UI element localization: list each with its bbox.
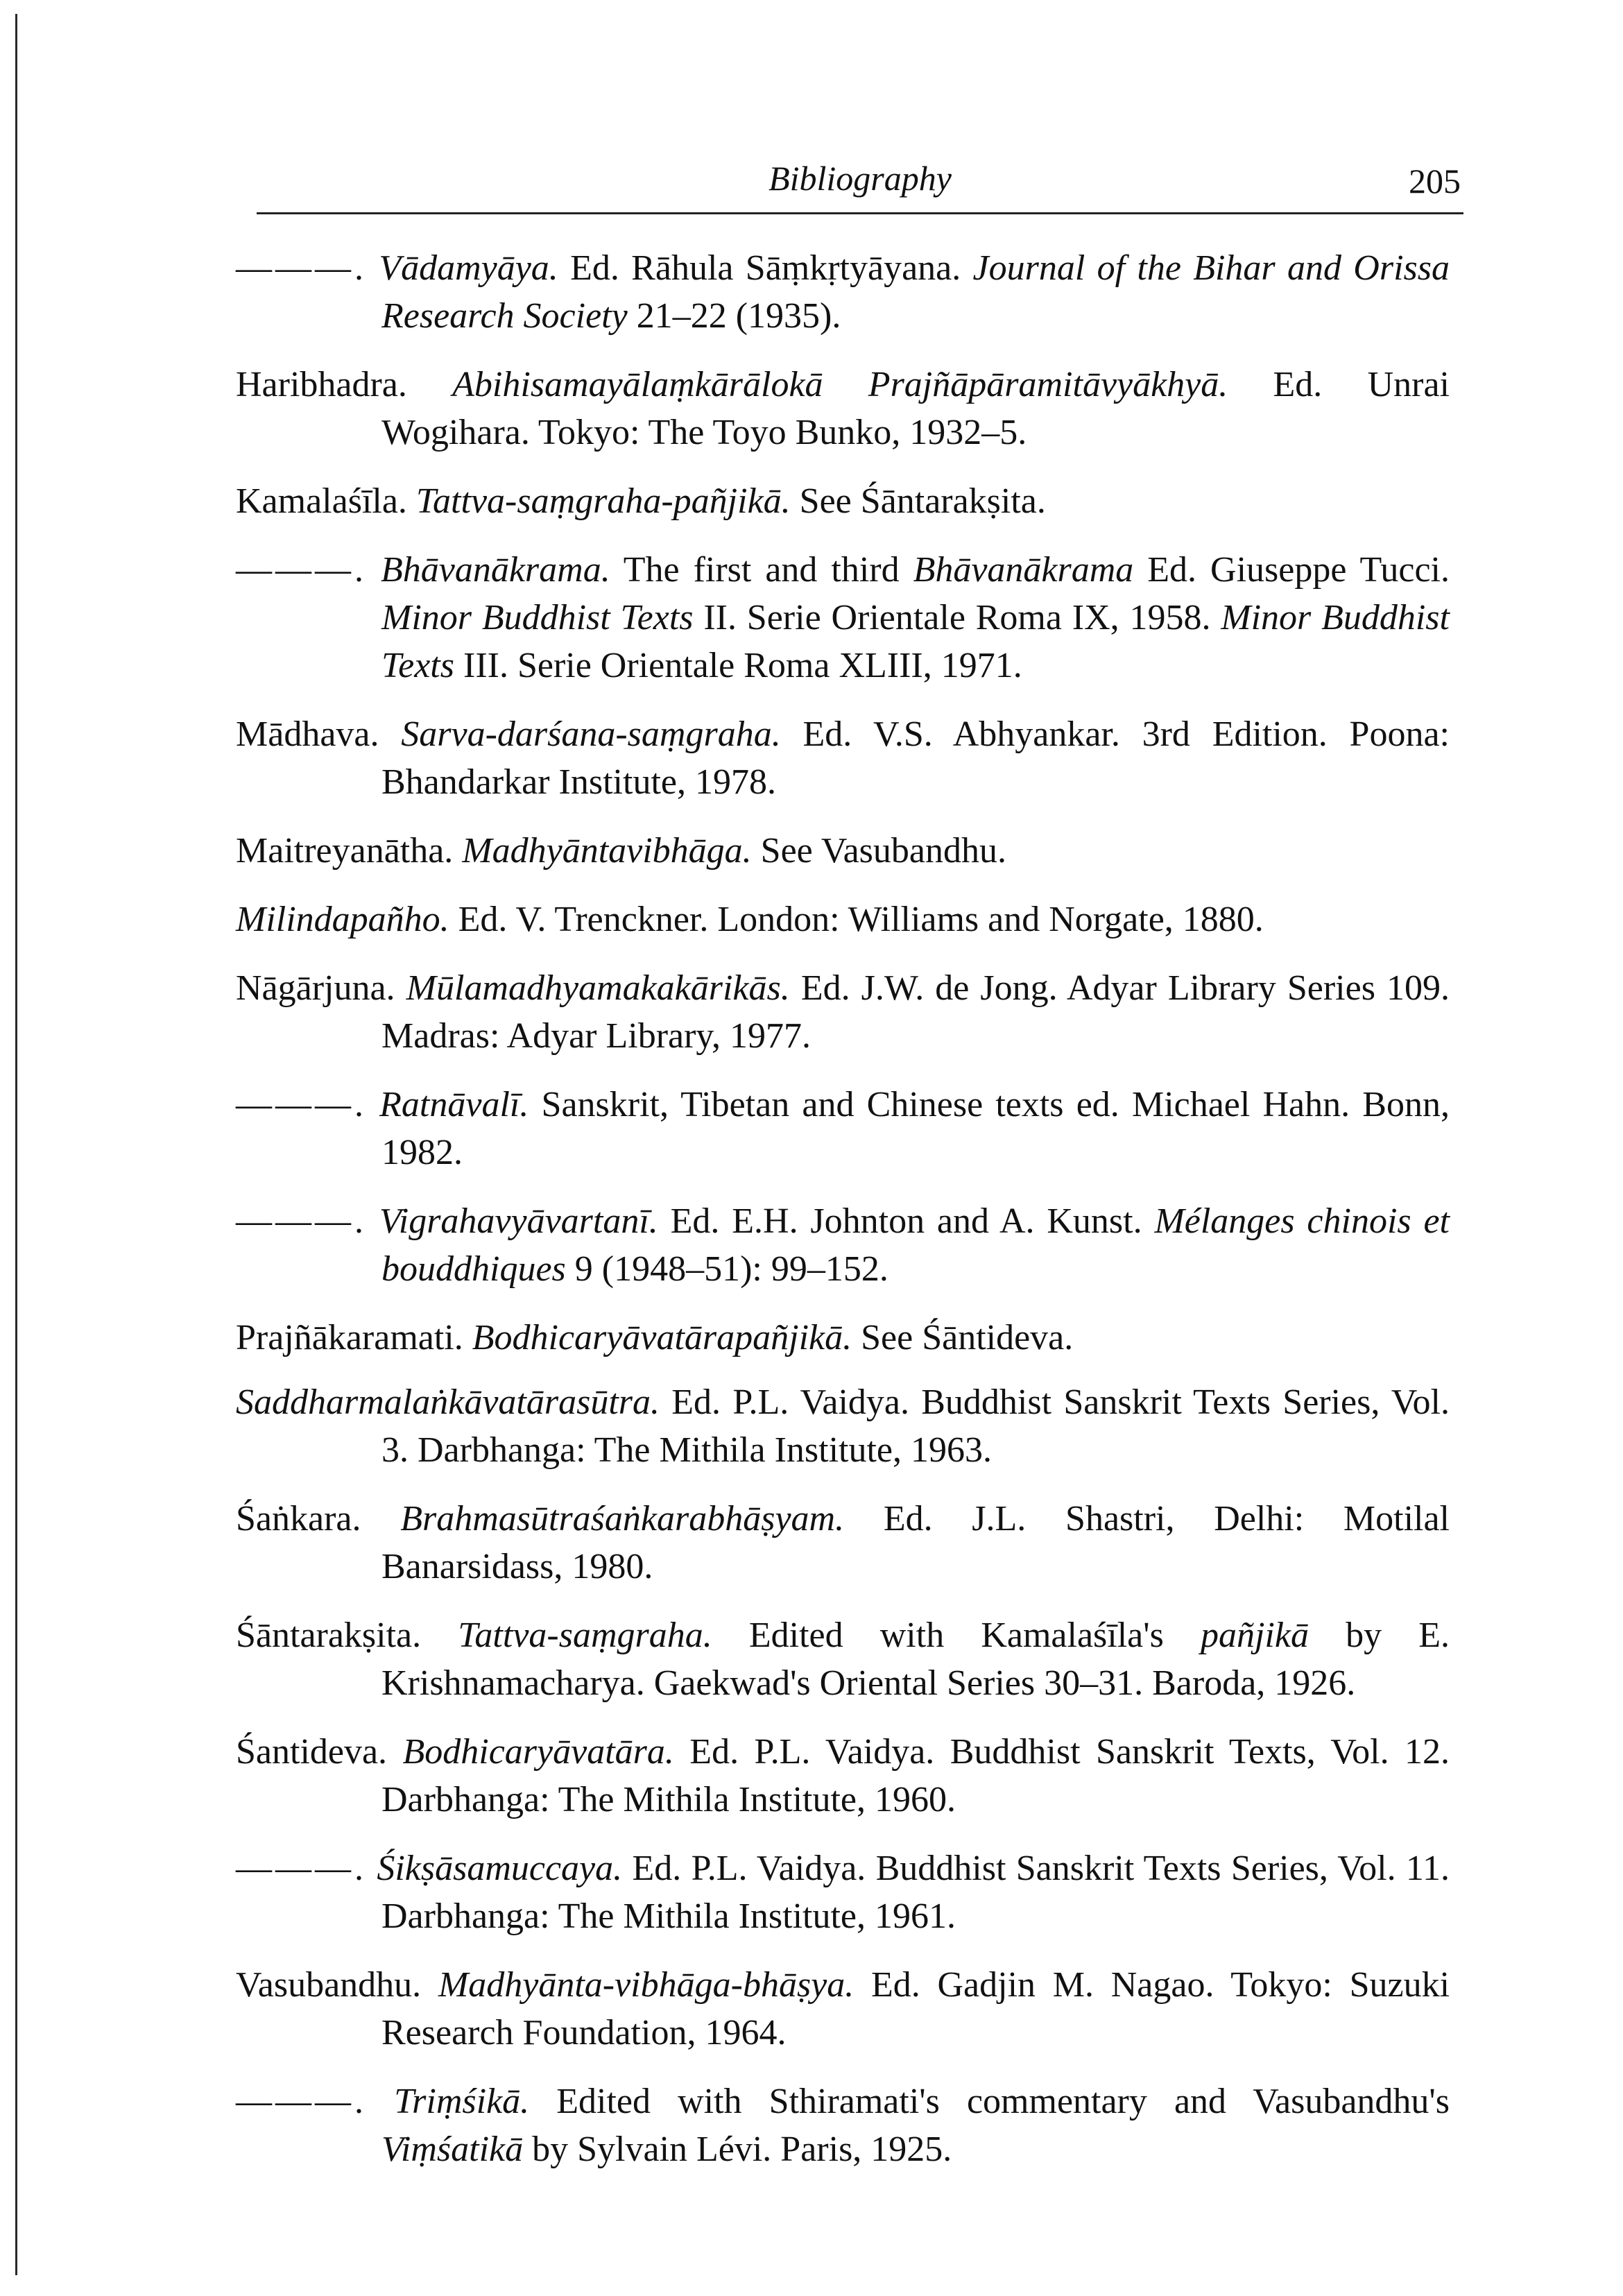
entry-title: Tattva-saṃgraha-pañjikā. — [415, 481, 791, 521]
entry-author: Vasubandhu. — [236, 1965, 422, 2005]
entry-details: Ed. V.S. Abhyankar. 3rd Edition. Poona: Bhandarkar Institute, 1978. — [381, 714, 1450, 802]
entry-details: Ed. J.W. de Jong. Adyar Library Series 109. Madras: Adyar Library, 1977. — [381, 968, 1450, 1056]
bibliography-entry — [236, 1378, 1450, 1474]
entry-author: Mādhava. — [236, 714, 379, 754]
entry-author: ———. — [236, 550, 367, 590]
entry-journal-title: Journal of the Bihar and Orissa Research Society — [381, 248, 1450, 336]
entry-details: Ed. P.L. Vaidya. Buddhist Sanskrit Texts, Vol. 12. Darbhanga: The Mithila Institute, 1960. — [381, 1732, 1450, 1819]
entry-series-title: Minor Buddhist Texts — [381, 598, 694, 637]
entry-details: Ed. P.L. Vaidya. Buddhist Sanskrit Texts Series, Vol. 3. Darbhanga: The Mithila Institute, 1963. — [381, 1382, 1450, 1470]
entry-title: Abihisamayālaṃkārālokā Prajñāpāramitāvyākhyā. — [452, 365, 1228, 404]
entry-details: See Śāntideva. — [852, 1318, 1074, 1357]
bibliography-entry — [236, 827, 1450, 875]
entry-details: Ed. E.H. Johnton and A. Kunst. — [658, 1201, 1155, 1241]
entry-author: Śantideva. — [236, 1732, 388, 1772]
entry-title: Madhyānta-vibhāga-bhāṣya. — [438, 1965, 855, 2005]
entry-details: Sanskrit, Tibetan and Chinese texts ed. Michael Hahn. Bonn, 1982. — [381, 1085, 1450, 1172]
entry-title: Vigrahavyāvartanī. — [379, 1201, 658, 1241]
bibliography-entry — [236, 964, 1450, 1060]
entry-author: ———. — [236, 1085, 367, 1124]
bibliography-entry — [236, 1611, 1450, 1707]
entry-details: See Vasubandhu. — [751, 831, 1006, 871]
bibliography-list — [236, 244, 1450, 2194]
entry-details: Edited with Sthiramati's commentary and Vasubandhu's — [529, 2082, 1450, 2121]
bibliography-entry — [236, 1197, 1450, 1293]
entry-details: Ed. J.L. Shastri, Delhi: Motilal Banarsidass, 1980. — [381, 1499, 1450, 1586]
entry-title: Brahmasūtraśaṅkarabhāṣyam. — [400, 1499, 845, 1539]
entry-title: Bhāvanākrama. — [380, 550, 610, 590]
entry-details: Ed. Gadjin M. Nagao. Tokyo: Suzuki Research Foundation, 1964. — [381, 1965, 1450, 2053]
bibliography-entry — [236, 546, 1450, 689]
entry-cited-title: Bhāvanākrama — [913, 550, 1134, 590]
entry-journal-title: Mélanges chinois et bouddhiques — [381, 1201, 1450, 1289]
entry-title: Tattva-saṃgraha. — [458, 1616, 712, 1655]
entry-details: Ed. Giuseppe Tucci. — [1133, 550, 1450, 590]
entry-author: Śāntarakṣita. — [236, 1616, 422, 1655]
entry-title: Vādamyāya. — [379, 248, 558, 288]
entry-author: Śaṅkara. — [236, 1499, 361, 1539]
bibliography-entry — [236, 896, 1450, 943]
entry-details: by Sylvain Lévi. Paris, 1925. — [523, 2130, 952, 2169]
entry-cited-title: pañjikā — [1200, 1616, 1309, 1655]
entry-title: Bodhicaryāvatārapañjikā. — [472, 1318, 852, 1357]
bibliography-entry — [236, 710, 1450, 806]
entry-author: ———. — [236, 248, 367, 288]
entry-author: Kamalaśīla. — [236, 481, 407, 521]
entry-details: Ed. V. Trenckner. London: Williams and Norgate, 1880. — [449, 900, 1264, 939]
entry-details: III. Serie Orientale Roma XLIII, 1971. — [454, 646, 1022, 685]
entry-title: Triṃśikā. — [394, 2082, 530, 2121]
entry-author: Haribhadra. — [236, 365, 407, 404]
bibliography-entry — [236, 1081, 1450, 1176]
bibliography-entry — [236, 2077, 1450, 2173]
entry-title: Bodhicaryāvatāra. — [402, 1732, 674, 1772]
bibliography-entry — [236, 1844, 1450, 1940]
entry-title: Mūlamadhyamakakārikās. — [406, 968, 790, 1008]
entry-title: Sarva-darśana-saṃgraha. — [401, 714, 781, 754]
running-title: Bibliography — [768, 159, 952, 198]
entry-details: by E. Krishnamacharya. Gaekwad's Oriental Series 30–31. Baroda, 1926. — [381, 1616, 1450, 1703]
entry-details: Ed. Rāhula Sāṃkṛtyāyana. — [558, 248, 973, 288]
bibliography-entry — [236, 244, 1450, 340]
entry-series-title: Minor Buddhist Texts — [381, 598, 1450, 685]
bibliography-entry — [236, 361, 1450, 456]
bibliography-entry — [236, 1961, 1450, 2057]
entry-author: ———. — [236, 1849, 367, 1888]
entry-author: Maitreyanātha. — [236, 831, 454, 871]
page-edge-line — [15, 14, 17, 2275]
entry-details: See Śāntarakṣita. — [790, 481, 1046, 521]
entry-title: Saddharmalaṅkāvatārasūtra. — [236, 1382, 660, 1422]
entry-details: II. Serie Orientale Roma IX, 1958. — [693, 598, 1221, 637]
entry-title: Ratnāvalī. — [379, 1085, 529, 1124]
entry-author: ———. — [236, 1201, 367, 1241]
entry-title: Milindapañho. — [236, 900, 449, 939]
entry-details: Edited with Kamalaśīla's — [712, 1616, 1201, 1655]
page-header — [257, 154, 1463, 214]
bibliography-entry — [236, 1314, 1450, 1362]
entry-title: Śikṣāsamuccaya. — [377, 1849, 623, 1888]
page-number: 205 — [1409, 162, 1461, 200]
bibliography-entry — [236, 1495, 1450, 1591]
bibliography-entry — [236, 477, 1450, 525]
entry-details: 21–22 (1935). — [627, 296, 841, 336]
entry-details: Ed. P.L. Vaidya. Buddhist Sanskrit Texts Series, Vol. 11. Darbhanga: The Mithila Institute, 1961. — [381, 1849, 1450, 1936]
entry-author: ———. — [236, 2082, 367, 2121]
entry-author: Prajñākaramati. — [236, 1318, 463, 1357]
entry-title: Madhyāntavibhāga. — [462, 831, 752, 871]
entry-details: The first and third — [610, 550, 913, 590]
entry-cited-title: Viṃśatikā — [381, 2130, 524, 2169]
entry-details: 9 (1948–51): 99–152. — [565, 1249, 888, 1289]
entry-author: Nāgārjuna. — [236, 968, 395, 1008]
bibliography-entry — [236, 1728, 1450, 1824]
entry-details: Ed. Unrai Wogihara. Tokyo: The Toyo Bunko, 1932–5. — [381, 365, 1450, 452]
